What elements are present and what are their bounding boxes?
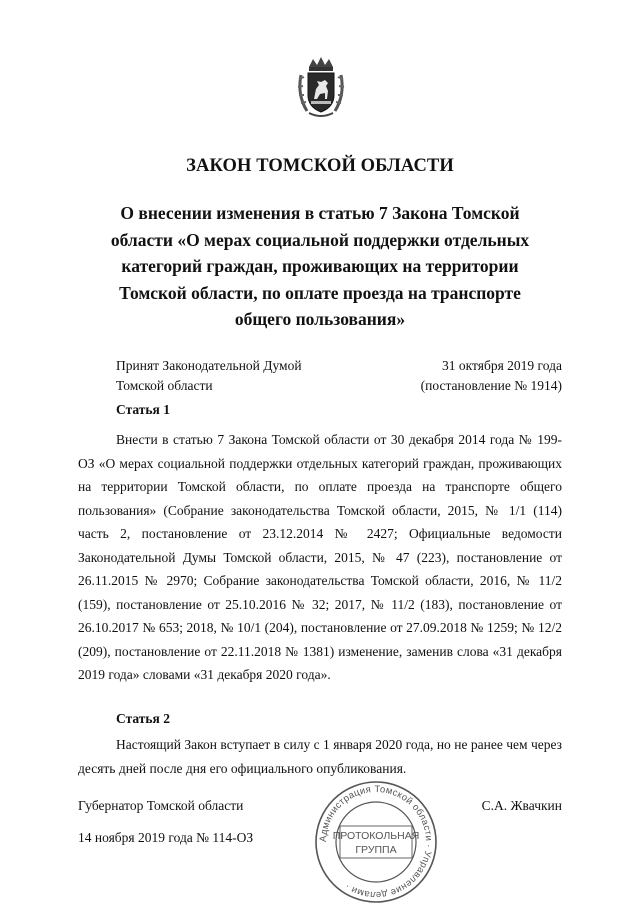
adoption-date: 31 октября 2019 года [442, 358, 562, 373]
signatory-position: Губернатор Томской области [78, 798, 244, 813]
law-date-number: 14 ноября 2019 года № 114-ОЗ [78, 830, 254, 845]
article-2-heading: Статья 2 [116, 711, 170, 726]
article-2-text: Настоящий Закон вступает в силу с 1 января 2020 года, но не ранее чем через десять дней после дня его официального опубликования. [78, 737, 562, 776]
signatory-name: С.А. Жвачкин [481, 798, 562, 813]
tomsk-coat-of-arms-emblem [295, 55, 347, 119]
adoption-date-block [421, 356, 562, 396]
article-1-text: Внести в статью 7 Закона Томской области от 30 декабря 2014 года № 199-ОЗ «О мерах социальной поддержки отдельных категорий граждан, проживающих на территории Томской области, по оплате проезда на транспорте общего пользования» (Собрание законодательства Томской области, 2015, № 1/1 (114) часть 2, постановление от 23.12.2014 № 2427; Официальные ведомости Законодательной Думы Томской области, 2015, № 47 (223), постановление от 26.11.2015 № 2970; Собрание законодательства Томской области, 2016, № 11/2 (159), постановление от 25.10.2016 № 32; 2017, № 11/2 (183), постановление от 26.10.2017 № 653; 2018, № 10/1 (204), постановление от 27.09.2018 № 1259; № 12/2 (209), постановление от 22.11.2018 № 1381) изменение, заменив слова «31 декабря 2019 года» словами «31 декабря 2020 года». [78, 432, 562, 682]
stamp-ring-text: Администрация Томской области · Управление делами · [317, 783, 435, 901]
official-stamp [312, 780, 440, 905]
adopted-by-line1: Принят Законодательной Думой [116, 358, 302, 373]
stamp-line1: ПРОТОКОЛЬНАЯ [332, 830, 420, 842]
article-1-heading: Статья 1 [116, 402, 170, 417]
document-title: ЗАКОН ТОМСКОЙ ОБЛАСТИ [186, 156, 454, 176]
resolution-number: (постановление № 1914) [420, 378, 562, 393]
adopted-by-line2: Томской области [116, 378, 213, 393]
stamp-line2: ГРУППА [355, 844, 397, 856]
document-subtitle: О внесении изменения в статью 7 Закона Томской области «О мерах социальной поддержки отдельных категорий граждан, проживающих на территории Томской области, по оплате проезда на транспорте общего пользования» [110, 203, 530, 329]
adoption-authority [116, 356, 302, 396]
